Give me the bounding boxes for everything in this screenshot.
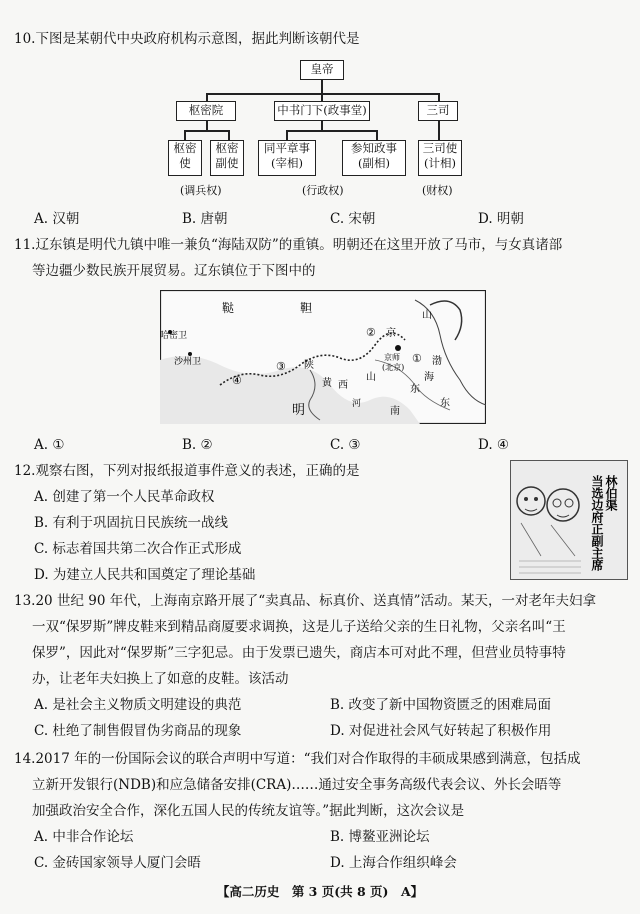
question-stem-line: 14.2017 年的一份国际会议的联合声明中写道：“我们对合作取得的丰硕成果感到满意，包括成 — [14, 751, 581, 767]
news-headline-1: 林伯渠 — [604, 475, 618, 511]
map-marker-2: ② — [366, 326, 376, 339]
option-d[interactable]: D. 明朝 — [478, 211, 524, 227]
map-label: 靼 — [300, 301, 313, 315]
option-d[interactable]: D. 对促进社会风气好转起了积极作用 — [330, 723, 552, 739]
question-stem: 12.观察右图，下列对报纸报道事件意义的表述，正确的是 — [14, 463, 360, 479]
map-label: 南 — [390, 406, 400, 417]
question-11-options — [14, 432, 626, 458]
org-zhongshumenxia: 中书门下(政事堂) — [274, 101, 370, 121]
option-a[interactable]: A. 中非合作论坛 — [34, 829, 134, 845]
map-label: 东 — [410, 384, 420, 395]
option-c[interactable]: C. 杜绝了制售假冒伪劣商品的现象 — [34, 723, 242, 739]
map-marker-4: ④ — [232, 374, 242, 387]
map-label: 河 — [352, 399, 362, 409]
map-label: 沙州卫 — [174, 357, 202, 367]
map-label: 鞑 — [222, 301, 235, 315]
map-label: 京师 — [384, 353, 400, 362]
map-label: 黄 — [322, 378, 332, 389]
option-b[interactable]: B. 博鳌亚洲论坛 — [330, 829, 430, 845]
option-d[interactable]: D. 为建立人民共和国奠定了理论基础 — [34, 567, 256, 583]
org-canzhizhengshi: 参知政事 (副相) — [342, 140, 406, 176]
org-emperor: 皇帝 — [300, 60, 344, 80]
map-label: 渤 — [432, 356, 442, 367]
caption-finance: (财权) — [422, 184, 453, 197]
newspaper-image — [510, 460, 628, 580]
question-10 — [14, 26, 626, 52]
ming-map — [160, 290, 486, 424]
option-b[interactable]: B. ② — [182, 437, 213, 453]
map-label: 明 — [292, 403, 306, 418]
map-label: (北京) — [382, 363, 405, 372]
news-headline-2: 当选边府正副主席 — [590, 475, 604, 571]
option-d[interactable]: D. ④ — [478, 437, 510, 453]
option-c[interactable]: C. ③ — [330, 437, 361, 453]
option-c[interactable]: C. 金砖国家领导人厦门会晤 — [34, 855, 201, 871]
map-marker-1: ① — [412, 352, 422, 365]
option-c[interactable]: C. 标志着国共第二次合作正式形成 — [34, 541, 242, 557]
option-b[interactable]: B. 唐朝 — [182, 211, 228, 227]
map-label: 东 — [440, 398, 450, 409]
org-shumiyuan: 枢密院 — [176, 101, 236, 121]
question-stem: 10.下图是某朝代中央政府机构示意图，据此判断该朝代是 — [14, 31, 360, 47]
question-stem-line: 一双“保罗斯”牌皮鞋来到精品商厦要求调换，这是儿子送给父亲的生日礼物，父亲名叫“王 — [32, 619, 566, 635]
question-stem-line: 等边疆少数民族开展贸易。辽东镇位于下图中的 — [32, 263, 316, 279]
question-12 — [14, 458, 504, 588]
map-label: 陕 — [304, 360, 314, 371]
question-13 — [14, 588, 626, 744]
option-a[interactable]: A. 是社会主义物质文明建设的典范 — [34, 697, 242, 713]
caption-military: (调兵权) — [180, 184, 222, 197]
caption-admin: (行政权) — [302, 184, 344, 197]
page-footer: 【高二历史 第 3 页(共 8 页) A】 — [216, 884, 424, 899]
map-label: 西 — [338, 380, 348, 391]
map-marker-3: ③ — [276, 360, 286, 373]
org-chart — [150, 58, 490, 198]
question-10-options — [14, 206, 626, 232]
question-stem-line: 11.辽东镇是明代九镇中唯一兼负“海陆双防”的重镇。明朝还在这里开放了马市，与女真诸部 — [14, 237, 563, 253]
question-stem-line: 13.20 世纪 90 年代，上海南京路开展了“卖真品、标真价、送真情”活动。某天，一对老年夫妇拿 — [14, 593, 597, 609]
org-shumishi: 枢密 使 — [168, 140, 202, 176]
org-sansi: 三司 — [418, 101, 458, 121]
option-d[interactable]: D. 上海合作组织峰会 — [330, 855, 457, 871]
option-c[interactable]: C. 宋朝 — [330, 211, 376, 227]
map-label: 山 — [422, 310, 432, 321]
question-stem-line: 立新开发银行(NDB)和应急储备安排(CRA)……通过安全事务高级代表会议、外长会晤等 — [32, 777, 562, 793]
question-stem-line: 加强政治安全合作，深化五国人民的传统友谊等。”据此判断，这次会议是 — [32, 803, 465, 819]
question-stem-line: 保罗”，因此对“保罗斯”三字犯忌。由于发票已遗失，商店本可对此不理，但营业员特事特 — [32, 645, 566, 661]
map-image — [160, 290, 486, 424]
org-tongpingzhangshi: 同平章事 (宰相) — [258, 140, 316, 176]
option-b[interactable]: B. 改变了新中国物资匮乏的困难局面 — [330, 697, 552, 713]
option-b[interactable]: B. 有利于巩固抗日民族统一战线 — [34, 515, 229, 531]
org-shumifushi: 枢密 副使 — [210, 140, 244, 176]
map-label: 哈密卫 — [160, 331, 188, 341]
org-sansishi: 三司使 (计相) — [418, 140, 462, 176]
question-stem-line: 办，让老年夫妇换上了如意的皮鞋。该活动 — [32, 671, 289, 687]
option-a[interactable]: A. 创建了第一个人民革命政权 — [34, 489, 215, 505]
map-label: 京 — [386, 328, 396, 339]
map-label: 海 — [424, 372, 434, 383]
option-a[interactable]: A. ① — [34, 437, 65, 453]
map-label: 山 — [366, 372, 376, 383]
question-14 — [14, 746, 626, 876]
option-a[interactable]: A. 汉朝 — [34, 211, 80, 227]
question-11 — [14, 232, 626, 284]
